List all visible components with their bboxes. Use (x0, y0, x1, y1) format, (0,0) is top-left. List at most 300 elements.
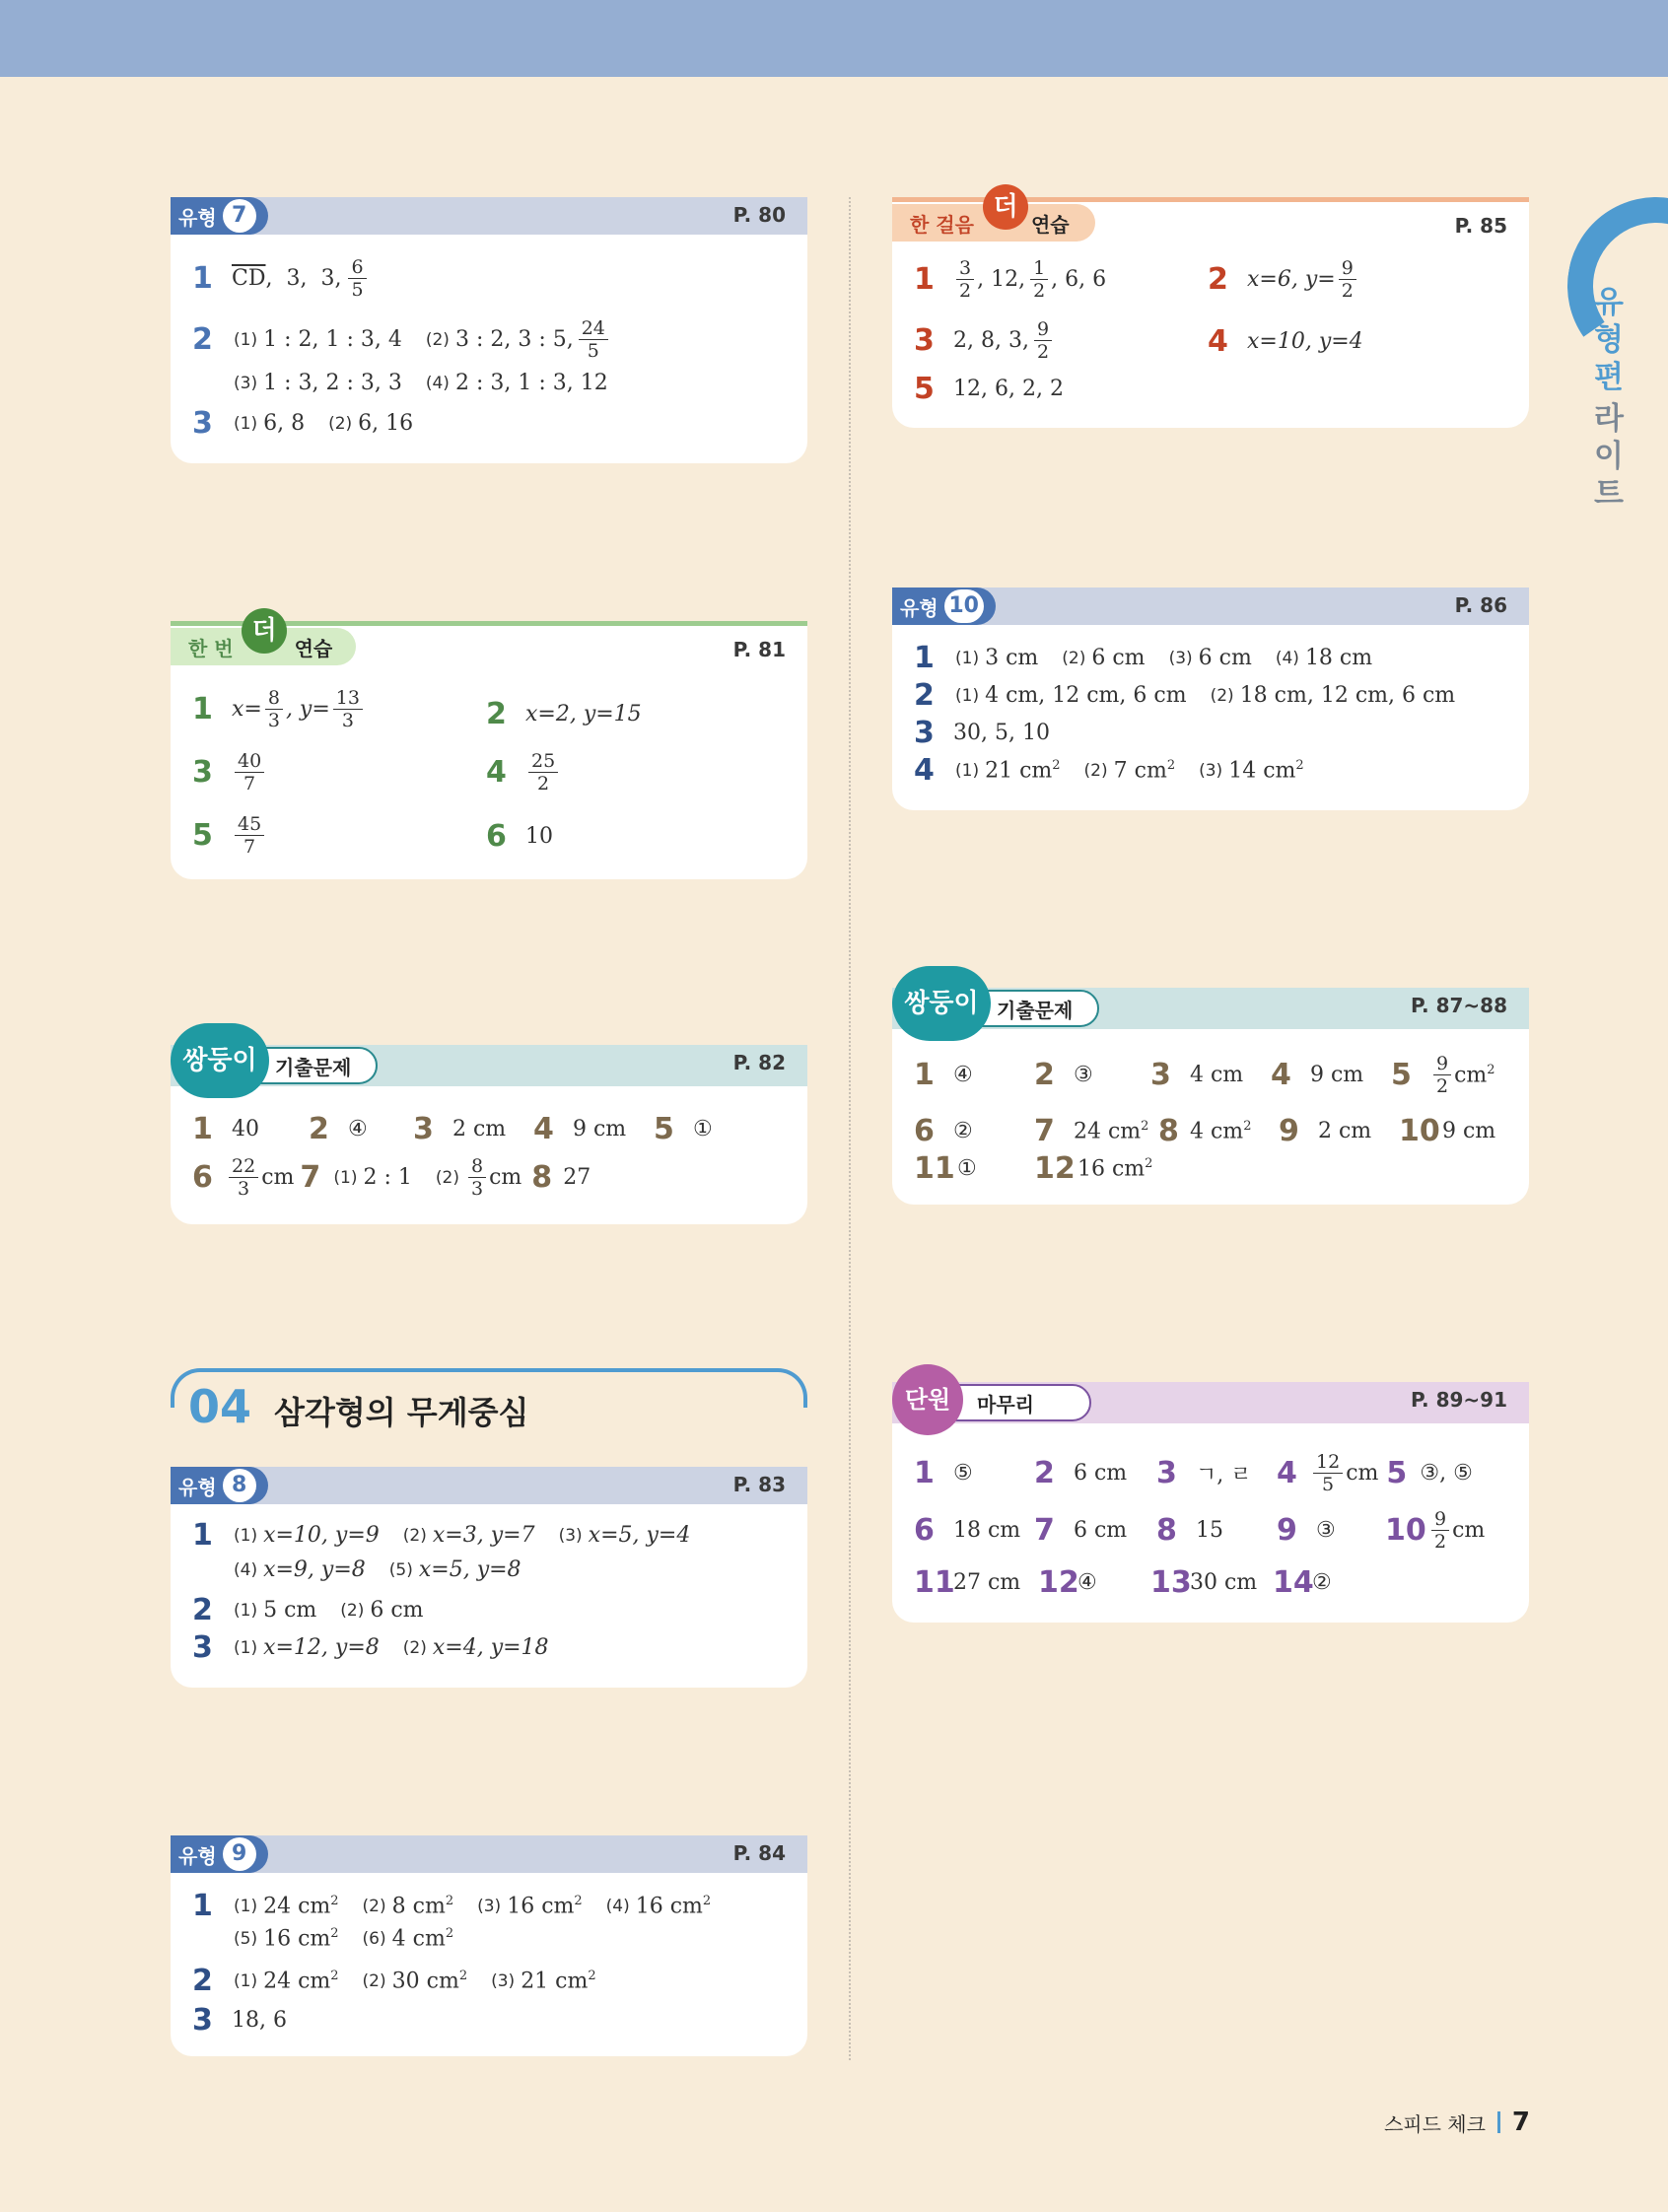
question-number: 5 (914, 372, 935, 406)
question-row (192, 1112, 734, 1146)
question-row (914, 1508, 1506, 1553)
question-number: 3 (914, 716, 935, 750)
question-number: 3 (192, 1630, 213, 1665)
denominator: 5 (587, 340, 599, 362)
superscript: 2 (1487, 1062, 1495, 1077)
answer-value: 30 cm (391, 1969, 459, 1994)
sub-label: (3) (234, 373, 258, 393)
answer-value: 24 cm (263, 1894, 331, 1919)
review-label: 마무리 (977, 1392, 1034, 1417)
fraction (579, 317, 608, 362)
page-reference: P. 84 (732, 1841, 786, 1865)
answer: 4 cm, 12 cm, 6 cm (985, 683, 1187, 708)
section-heading (171, 1368, 807, 1447)
question-row (1208, 324, 1385, 359)
fraction (956, 257, 974, 302)
answer-value: 16 cm (1077, 1156, 1146, 1182)
sub-label: (3) (477, 1896, 502, 1916)
sub-label: (1) (955, 760, 980, 781)
superscript: 2 (1052, 757, 1061, 773)
denominator: 2 (1341, 280, 1354, 302)
question-number: 4 (1208, 324, 1228, 359)
question-number: 8 (531, 1160, 553, 1195)
question-row (914, 1451, 1494, 1495)
answer (985, 758, 1060, 783)
twin-badge: 쌍둥이 (892, 966, 991, 1041)
footer-separator (1497, 2111, 1500, 2133)
section-title: 삼각형의 무게중심 (274, 1394, 529, 1431)
superscript: 2 (588, 1968, 596, 1983)
answer: 18 cm (953, 1518, 1021, 1543)
answer: x=5, y=4 (588, 1523, 691, 1548)
question-row (192, 1964, 618, 1998)
question-number: 4 (533, 1112, 554, 1146)
question-row (232, 371, 630, 395)
question-number: 10 (1399, 1114, 1440, 1148)
question-number: 2 (914, 678, 935, 713)
question-number: 3 (413, 1112, 434, 1146)
question-row (192, 1518, 712, 1553)
answer: 3 cm (985, 646, 1039, 670)
page-reference: P. 83 (732, 1473, 786, 1496)
question-number: 4 (1271, 1058, 1291, 1092)
question-number: 5 (192, 818, 213, 853)
sub-label: (2) (1083, 760, 1108, 781)
answer: ④ (348, 1117, 368, 1141)
practice-label2: 연습 (294, 636, 333, 660)
question-number: 7 (1034, 1114, 1055, 1148)
answer: 40 (232, 1117, 259, 1141)
numerator: 1 (1030, 257, 1048, 280)
question-row (486, 697, 663, 731)
fraction (1034, 318, 1052, 363)
type-badge (171, 197, 268, 235)
answer: 10 (525, 824, 553, 849)
question-number: 1 (192, 1518, 213, 1553)
question-number: 1 (192, 1889, 213, 1923)
question-number: 1 (192, 692, 213, 726)
numerator: 6 (348, 256, 366, 279)
top-banner (0, 0, 1668, 77)
fraction (235, 813, 264, 858)
question-number: 4 (914, 753, 935, 788)
answer: ② (953, 1119, 973, 1143)
card-header (171, 197, 807, 235)
type10-card (892, 588, 1529, 810)
question-row (914, 1151, 1174, 1186)
question-number: 6 (914, 1114, 935, 1148)
question-number: 12 (1038, 1565, 1079, 1600)
question-number: 2 (1034, 1456, 1055, 1490)
question-number: 5 (1386, 1456, 1408, 1490)
question-row (192, 1630, 571, 1665)
superscript: 2 (1295, 757, 1304, 773)
denominator: 5 (1322, 1474, 1335, 1495)
practice-label1: 한 걸음 (910, 212, 974, 237)
question-row (192, 1593, 446, 1627)
unit: cm (489, 1165, 522, 1190)
question-row (192, 813, 267, 858)
sub-label: (2) (1062, 648, 1086, 668)
question-number: 2 (1034, 1058, 1055, 1092)
numerator: 8 (265, 687, 283, 710)
type-badge-number: 9 (223, 1837, 256, 1871)
card-header (892, 1382, 1529, 1423)
question-row (192, 406, 435, 441)
fraction (1433, 1053, 1451, 1097)
answer-value: 14 cm (1228, 758, 1296, 784)
answer: ① (693, 1117, 713, 1141)
question-row (914, 1053, 1517, 1097)
answer-value: 4 cm (391, 1926, 446, 1952)
sub-label: (1) (955, 648, 980, 668)
answer: ⑤ (953, 1461, 973, 1486)
sub-label: (2) (362, 1970, 386, 1991)
side-tab-line2: 라이트 (1594, 401, 1624, 512)
answer: x=12, y=8 (263, 1635, 380, 1660)
superscript: 2 (330, 1968, 339, 1983)
sub-label: (1) (234, 1970, 258, 1991)
sub-label: (2) (1210, 685, 1234, 706)
card-header (171, 1835, 807, 1873)
superscript: 2 (330, 1893, 339, 1908)
sub-label: (3) (1199, 760, 1223, 781)
answer: 5 cm (263, 1598, 317, 1623)
superscript: 2 (1141, 1118, 1149, 1134)
answer (392, 1894, 453, 1918)
sub-label: (5) (388, 1559, 413, 1580)
answer: 18 cm (1304, 646, 1373, 670)
type-badge-label: 유형 (178, 1475, 217, 1499)
answer-value: 24 cm (1074, 1119, 1142, 1144)
denominator: 2 (1434, 1531, 1447, 1553)
type-badge-label: 유형 (178, 1843, 217, 1868)
answer: 6, 8 (263, 411, 306, 436)
answer (263, 1894, 338, 1918)
question-number: 11 (914, 1565, 955, 1600)
answer: ㄱ, ㄹ (1196, 1463, 1252, 1487)
fraction (468, 1155, 486, 1200)
answer: ④ (953, 1063, 973, 1087)
type-badge (171, 1835, 268, 1873)
denominator: 3 (341, 710, 354, 731)
sub-label: (5) (234, 1928, 258, 1949)
type9-card (171, 1835, 807, 2056)
question-number: 13 (1150, 1565, 1192, 1600)
page-reference: P. 82 (732, 1051, 786, 1074)
superscript: 2 (1145, 1155, 1153, 1171)
question-row (914, 1114, 1517, 1148)
fraction (1339, 257, 1356, 302)
sub-label: (4) (425, 373, 450, 393)
question-row (192, 1155, 612, 1200)
answer: 9 cm (1310, 1063, 1364, 1087)
card-header (892, 588, 1529, 625)
question-row (232, 1557, 543, 1582)
numerator: 13 (333, 687, 363, 710)
denominator: 3 (267, 710, 280, 731)
question-number: 1 (192, 1112, 213, 1146)
answer-value: 21 cm (985, 758, 1053, 784)
question-number: 6 (486, 819, 507, 854)
question-number: 5 (654, 1112, 674, 1146)
question-row (914, 641, 1394, 675)
question-number: 8 (1156, 1513, 1177, 1548)
answer (636, 1894, 711, 1918)
question-row (192, 2003, 309, 2038)
question-number: 8 (1158, 1114, 1179, 1148)
answer: ① (957, 1156, 977, 1181)
hanbeon-practice-card (171, 616, 807, 879)
sub-label: (3) (1168, 648, 1193, 668)
numerator: 22 (229, 1155, 258, 1178)
answer (1454, 1063, 1494, 1087)
answer: , y= (285, 697, 330, 722)
unit: cm (1346, 1461, 1379, 1486)
type-badge-number: 7 (223, 199, 256, 233)
question-number: 11 (914, 1151, 955, 1186)
answer: $\overline{CD}$ (232, 266, 266, 291)
answer (521, 1969, 595, 1993)
fraction (528, 750, 558, 795)
answer (1074, 1119, 1152, 1143)
superscript: 2 (458, 1968, 468, 1983)
question-number: 4 (486, 755, 507, 790)
type-badge-number: 10 (944, 589, 984, 623)
question-row (914, 257, 1128, 302)
answer: , 12, (977, 267, 1026, 292)
answer: x=5, y=8 (418, 1557, 521, 1582)
question-number: 3 (192, 2003, 213, 2038)
answer: x=10, y=4 (1247, 329, 1363, 354)
page-reference: P. 85 (1454, 214, 1507, 238)
superscript: 2 (574, 1893, 583, 1908)
answer: 3 : 2, 3 : 5, (454, 327, 574, 352)
sub-label: (4) (234, 1559, 258, 1580)
fraction (348, 256, 366, 301)
sub-label: (2) (402, 1637, 427, 1658)
answer: x=3, y=7 (432, 1523, 535, 1548)
question-number: 2 (486, 697, 507, 731)
numerator: 24 (579, 317, 608, 340)
answer: 18, 6 (232, 2008, 287, 2033)
sub-label: (1) (234, 1600, 258, 1621)
answer: x=10, y=9 (263, 1523, 380, 1548)
unit: cm (1454, 1063, 1488, 1088)
question-number: 5 (1391, 1058, 1412, 1092)
question-number: 3 (192, 406, 213, 441)
answer-value: 24 cm (263, 1969, 331, 1994)
question-number: 7 (300, 1160, 321, 1195)
question-row (914, 318, 1055, 363)
type-badge (892, 588, 996, 625)
answer: ④ (1077, 1570, 1097, 1595)
question-number: 2 (192, 322, 213, 357)
answer: ② (1312, 1570, 1332, 1595)
answer: ③ (1316, 1518, 1336, 1543)
answer-value: 7 cm (1113, 758, 1167, 784)
sub-label: (4) (1275, 648, 1299, 668)
answer: x=4, y=18 (432, 1635, 549, 1660)
sub-label: (1) (234, 1525, 258, 1546)
question-number: 6 (192, 1160, 213, 1195)
denominator: 2 (959, 280, 972, 302)
question-row (914, 372, 1085, 406)
answer-value: 4 cm (1190, 1119, 1244, 1144)
sub-label: (3) (558, 1525, 583, 1546)
answer (263, 1926, 338, 1951)
answer: 2 : 3, 1 : 3, 12 (454, 371, 608, 395)
deo-badge: 더 (983, 184, 1028, 230)
fraction (229, 1155, 258, 1200)
superscript: 2 (1243, 1118, 1252, 1134)
sub-label: (2) (435, 1167, 459, 1188)
question-number: 3 (192, 755, 213, 790)
question-number: 7 (1034, 1513, 1055, 1548)
question-number: 10 (1385, 1513, 1426, 1548)
answer (1190, 1119, 1257, 1143)
answer: 2 cm (452, 1117, 507, 1141)
answer-value: 16 cm (635, 1894, 703, 1919)
fraction (333, 687, 363, 731)
question-number: 1 (914, 1456, 935, 1490)
page-footer (1384, 2108, 1530, 2137)
answer-value: 21 cm (521, 1969, 589, 1994)
answer: 27 cm (953, 1570, 1021, 1595)
question-number: 1 (192, 261, 213, 296)
page-reference: P. 86 (1454, 593, 1507, 617)
sub-label: (2) (328, 413, 353, 434)
sub-label: (1) (333, 1167, 358, 1188)
fraction (235, 750, 264, 795)
type8-card (171, 1467, 807, 1688)
question-row (232, 1926, 475, 1951)
answer: 2, 8, 3, (953, 328, 1029, 353)
numerator: 9 (1034, 318, 1052, 341)
answer: 6 cm (1074, 1461, 1128, 1486)
unit: cm (1452, 1518, 1486, 1543)
fraction (1030, 257, 1048, 302)
twin-exam-card (892, 988, 1529, 1205)
fraction (1313, 1451, 1343, 1495)
question-number: 12 (1034, 1151, 1076, 1186)
answer: 6 cm (370, 1598, 424, 1623)
question-number: 1 (914, 641, 935, 675)
type-badge (171, 1467, 268, 1504)
sub-label: (1) (955, 685, 980, 706)
denominator: 2 (1036, 341, 1050, 363)
question-row (192, 317, 611, 362)
answer-value: 8 cm (391, 1894, 446, 1919)
answer: x=9, y=8 (263, 1557, 366, 1582)
twin-label: 기출문제 (997, 998, 1074, 1022)
answer: 30, 5, 10 (953, 721, 1050, 745)
fraction (1431, 1508, 1449, 1553)
denominator: 7 (243, 773, 256, 795)
answer: 9 cm (573, 1117, 627, 1141)
answer (392, 1926, 453, 1951)
answer: 1 : 2, 1 : 3, 4 (263, 327, 402, 352)
answer (1114, 758, 1175, 783)
denominator: 3 (470, 1178, 484, 1200)
question-row (192, 750, 267, 795)
answer: 6 cm (1198, 646, 1252, 670)
answer: ③, ⑤ (1420, 1461, 1473, 1486)
question-number: 2 (309, 1112, 329, 1146)
numerator: 3 (956, 257, 974, 280)
numerator: 25 (528, 750, 558, 773)
question-number: 9 (1277, 1513, 1297, 1548)
practice-label1: 한 번 (188, 636, 234, 660)
side-tab-text (1589, 284, 1629, 513)
question-number: 3 (1150, 1058, 1171, 1092)
answer: 18 cm, 12 cm, 6 cm (1239, 683, 1456, 708)
question-row (914, 678, 1477, 713)
question-number: 6 (914, 1513, 935, 1548)
question-row (1208, 257, 1359, 302)
review-badge: 단원 (892, 1364, 963, 1435)
answer: x=2, y=15 (525, 702, 642, 726)
sub-label: (3) (491, 1970, 516, 1991)
deo-badge: 더 (242, 608, 287, 654)
denominator: 2 (1436, 1075, 1449, 1097)
question-row (914, 716, 1072, 750)
page-reference: P. 80 (732, 203, 786, 227)
question-number: 1 (914, 262, 935, 297)
answer-value: 16 cm (263, 1926, 331, 1952)
card-header (171, 1467, 807, 1504)
side-tab (1567, 197, 1668, 522)
hangeoleum-practice-card (892, 192, 1529, 428)
answer: x= (232, 697, 262, 722)
numerator: 45 (235, 813, 264, 836)
answer (392, 1969, 467, 1993)
answer: 15 (1196, 1518, 1223, 1543)
answer: 6 cm (1074, 1518, 1128, 1543)
denominator: 2 (537, 773, 550, 795)
sub-label: (1) (234, 329, 258, 350)
type-badge-label: 유형 (900, 595, 938, 620)
numerator: 12 (1313, 1451, 1343, 1474)
type-badge-number: 8 (223, 1469, 256, 1502)
answer: 1 : 3, 2 : 3, 3 (263, 371, 402, 395)
unit: cm (261, 1165, 295, 1190)
fraction (265, 687, 283, 731)
page-reference: P. 89~91 (1411, 1388, 1507, 1412)
sub-label: (2) (362, 1896, 386, 1916)
answer: 2 cm (1318, 1119, 1372, 1143)
section-number: 04 (188, 1380, 252, 1433)
twin-exam-card (171, 1045, 807, 1224)
question-number: 3 (914, 323, 935, 358)
answer-value: 16 cm (507, 1894, 575, 1919)
question-number: 3 (1156, 1456, 1177, 1490)
denominator: 2 (1033, 280, 1046, 302)
answer: 12, 6, 2, 2 (953, 377, 1064, 401)
type7-card (171, 197, 807, 463)
column-divider (849, 197, 851, 2060)
answer: 6 cm (1091, 646, 1146, 670)
answer: , 6, 6 (1051, 267, 1107, 292)
answer: x=6, y= (1247, 267, 1336, 292)
side-tab-line1: 유형편 (1594, 285, 1624, 395)
answer: 6, 16 (358, 411, 414, 436)
question-row (486, 750, 561, 795)
answer (507, 1894, 582, 1918)
sub-label: (2) (340, 1600, 365, 1621)
sub-label: (4) (605, 1896, 630, 1916)
question-number: 9 (1279, 1114, 1299, 1148)
